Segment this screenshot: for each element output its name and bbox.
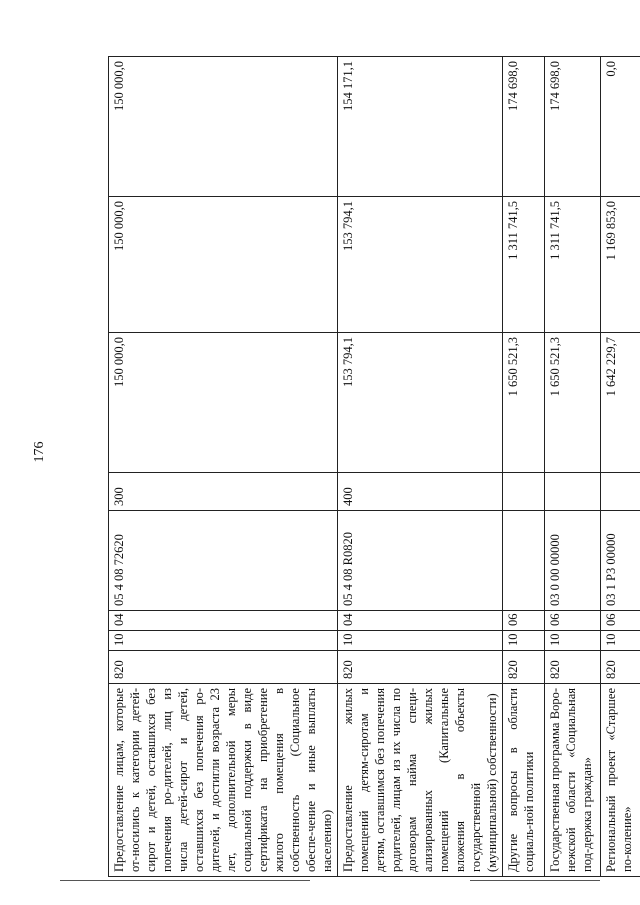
rotated-table-container (108, 57, 634, 877)
grbs-code: 820 (545, 651, 601, 684)
section-code: 10 (109, 631, 338, 651)
amount-year-2: 153 794,1 (338, 197, 503, 333)
amount-year-1: 150 000,0 (109, 333, 338, 473)
expense-type-code: 300 (109, 473, 338, 511)
expense-type-code (503, 473, 545, 511)
table-row (109, 57, 338, 877)
amount-year-3: 174 698,0 (503, 57, 545, 197)
section-code: 10 (503, 631, 545, 651)
amount-year-2: 1 311 741,5 (503, 197, 545, 333)
table-row (545, 57, 601, 877)
target-article-code: 03 0 00 00000 (545, 511, 601, 611)
amount-year-1: 1 650 521,3 (545, 333, 601, 473)
page-number: 176 (32, 441, 47, 463)
amount-year-1: 153 794,1 (338, 333, 503, 473)
expense-type-code (545, 473, 601, 511)
expense-type-code (601, 473, 640, 511)
amount-year-3: 0,0 (601, 57, 640, 197)
amount-year-2: 1 169 853,0 (601, 197, 640, 333)
target-article-code: 03 1 P3 00000 (601, 511, 640, 611)
amount-year-1: 1 650 521,3 (503, 333, 545, 473)
amount-year-1: 1 642 229,7 (601, 333, 640, 473)
target-article-code: 05 4 08 R0820 (338, 511, 503, 611)
row-name: Другие вопросы в области социаль-ной политики (503, 684, 545, 877)
row-name: Государственная программа Воро-нежской области «Социальная под-держка граждан» (545, 684, 601, 877)
section-code: 10 (338, 631, 503, 651)
table-row (601, 57, 640, 877)
subsection-code: 06 (503, 611, 545, 631)
subsection-code: 04 (109, 611, 338, 631)
subsection-code: 04 (338, 611, 503, 631)
amount-year-3: 154 171,1 (338, 57, 503, 197)
footer-divider (60, 880, 310, 881)
budget-table (108, 56, 640, 877)
target-article-code (503, 511, 545, 611)
row-name: Региональный проект «Старшее по-коление» (601, 684, 640, 877)
row-name: Предоставление лицам, которые от-носились к категории детей-сирот и детей, оставшихся без попечения ро-дителей, лиц из числа детей-сирот и детей, оставшихся без попечения ро-дителей, и достигли возраста 23 лет, дополнительной меры социальной поддержки в виде сертификата на приобретение жилого помещения в собственность (Социальное обеспе-чение и иные выплаты населению) (109, 684, 338, 877)
expense-type-code: 400 (338, 473, 503, 511)
table-row (338, 57, 503, 877)
section-code: 10 (601, 631, 640, 651)
amount-year-2: 1 311 741,5 (545, 197, 601, 333)
row-name: Предоставление жилых помещений детям-сиротам и детям, оставшимся без попечения родителей, лицам из их числа по договорам найма специ-ализированных жилых помещений (Капитальные вложения в объекты государственной (муниципальной) собственности) (338, 684, 503, 877)
section-code: 10 (545, 631, 601, 651)
grbs-code: 820 (601, 651, 640, 684)
subsection-code: 06 (545, 611, 601, 631)
subsection-code: 06 (601, 611, 640, 631)
amount-year-3: 174 698,0 (545, 57, 601, 197)
grbs-code: 820 (503, 651, 545, 684)
amount-year-3: 150 000,0 (109, 57, 338, 197)
table-row (503, 57, 545, 877)
footer-divider (470, 880, 600, 881)
grbs-code: 820 (109, 651, 338, 684)
target-article-code: 05 4 08 72620 (109, 511, 338, 611)
grbs-code: 820 (338, 651, 503, 684)
amount-year-2: 150 000,0 (109, 197, 338, 333)
